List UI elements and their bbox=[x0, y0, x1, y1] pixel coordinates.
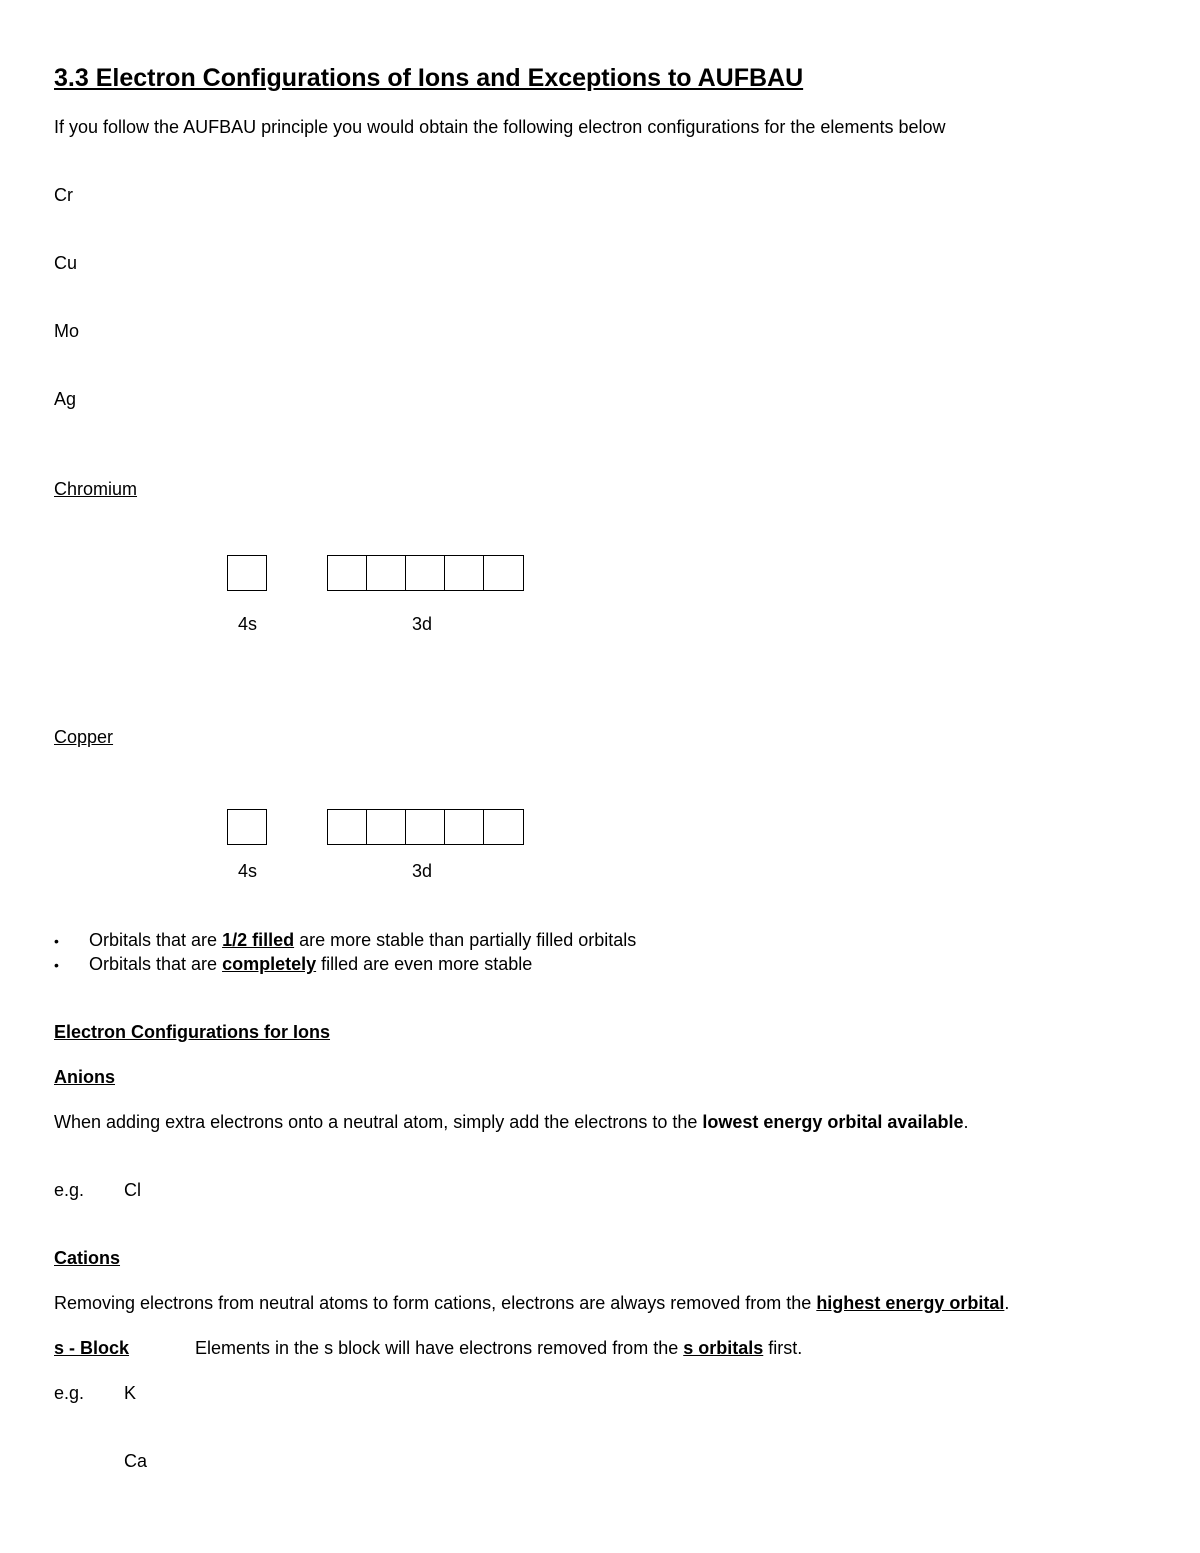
ions-heading: Electron Configurations for Ions bbox=[54, 1022, 331, 1042]
chromium-4s-label: 4s bbox=[238, 614, 258, 634]
copper-4s-orbital-box bbox=[227, 809, 267, 845]
bullet-item bbox=[89, 930, 636, 951]
anions-eg-label: e.g. bbox=[54, 1180, 85, 1200]
orbital-cell bbox=[328, 556, 367, 590]
anions-emphasis: lowest energy orbital available bbox=[702, 1112, 964, 1132]
intro-paragraph: If you follow the AUFBAU principle you would obtain the following electron configurations for the elements below bbox=[54, 117, 946, 137]
anions-paragraph bbox=[54, 1112, 969, 1133]
copper-3d-label: 3d bbox=[412, 861, 433, 881]
anions-text-end: . bbox=[963, 1112, 969, 1132]
sblock-example-k: K bbox=[124, 1383, 137, 1403]
orbital-cell bbox=[445, 810, 484, 844]
orbital-cell bbox=[367, 556, 406, 590]
bullet-marker: • bbox=[54, 933, 59, 949]
element-mo: Mo bbox=[54, 321, 80, 341]
bullet-marker: • bbox=[54, 957, 59, 973]
orbital-cell bbox=[328, 810, 367, 844]
sblock-text: Elements in the s block will have electrons removed from the bbox=[195, 1338, 684, 1358]
cations-emphasis: highest energy orbital bbox=[816, 1293, 1005, 1313]
sblock-paragraph bbox=[195, 1338, 802, 1359]
anions-heading: Anions bbox=[54, 1067, 115, 1087]
bullet-text: filled are even more stable bbox=[316, 954, 533, 974]
copper-heading: Copper bbox=[54, 727, 114, 747]
bullet-emphasis: completely bbox=[222, 954, 317, 974]
bullet-item bbox=[89, 954, 532, 975]
orbital-cell bbox=[367, 810, 406, 844]
bullet-text: Orbitals that are bbox=[89, 930, 223, 950]
orbital-cell bbox=[406, 556, 445, 590]
sblock-example-ca: Ca bbox=[124, 1451, 148, 1471]
chromium-3d-orbital-boxes bbox=[327, 555, 524, 591]
cations-heading: Cations bbox=[54, 1248, 121, 1268]
chromium-4s-orbital-box bbox=[227, 555, 267, 591]
page-title: 3.3 Electron Configurations of Ions and Exceptions to AUFBAU bbox=[54, 64, 804, 92]
bullet-emphasis: 1/2 filled bbox=[222, 930, 295, 950]
bullet-text: are more stable than partially filled orbitals bbox=[294, 930, 637, 950]
chromium-3d-label: 3d bbox=[412, 614, 433, 634]
copper-3d-orbital-boxes bbox=[327, 809, 524, 845]
sblock-eg-label: e.g. bbox=[54, 1383, 85, 1403]
sblock-emphasis: s orbitals bbox=[683, 1338, 764, 1358]
bullet-text: Orbitals that are bbox=[89, 954, 223, 974]
anions-text: When adding extra electrons onto a neutral atom, simply add the electrons to the bbox=[54, 1112, 703, 1132]
sblock-label: s - Block bbox=[54, 1338, 130, 1358]
orbital-cell bbox=[445, 556, 484, 590]
element-cr: Cr bbox=[54, 185, 73, 205]
element-ag: Ag bbox=[54, 389, 77, 409]
copper-4s-label: 4s bbox=[238, 861, 258, 881]
element-cu: Cu bbox=[54, 253, 78, 273]
cations-text-end: . bbox=[1004, 1293, 1010, 1313]
chromium-heading: Chromium bbox=[54, 479, 138, 499]
sblock-text-end: first. bbox=[763, 1338, 803, 1358]
cations-paragraph bbox=[54, 1293, 1009, 1314]
anions-eg-value: Cl bbox=[124, 1180, 141, 1200]
cations-text: Removing electrons from neutral atoms to form cations, electrons are always removed from the bbox=[54, 1293, 817, 1313]
orbital-cell bbox=[406, 810, 445, 844]
